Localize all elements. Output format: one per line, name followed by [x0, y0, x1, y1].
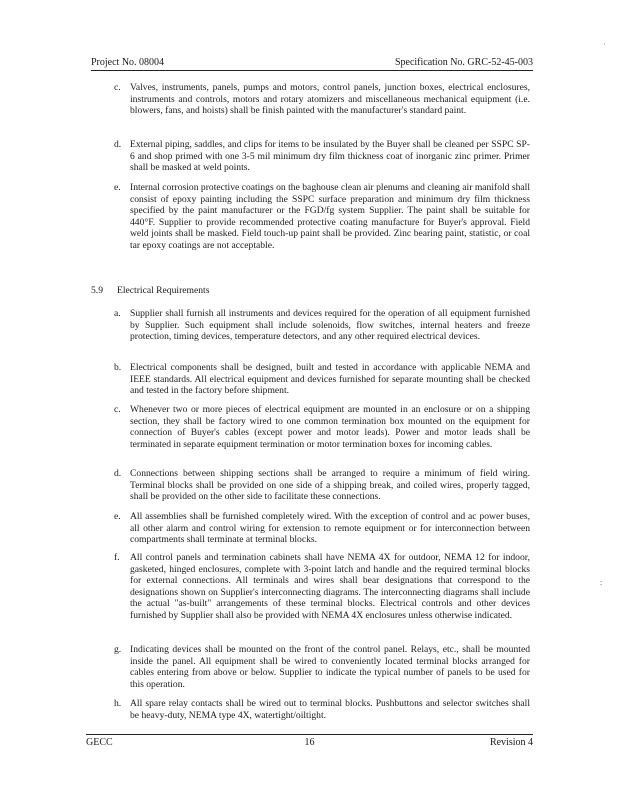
item-text: Indicating devices shall be mounted on the front of the control panel. Relays, etc., shall be mounted inside the panel. All equipment shall be wired to conveniently located terminal blocks arranged for cables entering from above or below. Supplier to indicate the typical number of panels to be used for this operation. [130, 644, 530, 690]
item-label: g. [114, 644, 122, 655]
section-number: 5.9 [91, 285, 103, 296]
list-item [114, 308, 530, 343]
list-item [114, 139, 530, 174]
item-text: Connections between shipping sections shall be arranged to require a minimum of field wiring. Terminal blocks shall be provided on one side of a shipping break, and coiled wires, properly tagged, shall be provided on the other side to facilitate these connections. [130, 468, 530, 503]
list-item [114, 644, 530, 690]
item-label: d. [114, 139, 122, 150]
item-text: All spare relay contacts shall be wired out to terminal blocks. Pushbuttons and selector switches shall be heavy-duty, NEMA type 4X, watertight/oiltight. [130, 698, 530, 721]
list-item [114, 362, 530, 397]
item-text: External piping, saddles, and clips for items to be insulated by the Buyer shall be cleaned per SSPC SP-6 and shop primed with one 3-5 mil minimum dry film thickness coat of inorganic zinc primer. Primer shall be masked at weld points. [130, 139, 530, 174]
item-text: Electrical components shall be designed, built and tested in accordance with applicable NEMA and IEEE standards. All electrical equipment and devices furnished for separate mounting shall be checked and tested in the factory before shipment. [130, 362, 530, 397]
list-item [114, 698, 530, 721]
item-label: f. [114, 552, 120, 563]
list-item [114, 468, 530, 503]
specification-number: Specification No. GRC-52-45-003 [394, 57, 533, 68]
list-item [114, 82, 530, 117]
item-text: All assemblies shall be furnished completely wired. With the exception of control and ac power buses, all other alarm and control wiring for extension to remote equipment or for interconnection between compartments shall terminate at terminal blocks. [130, 511, 530, 546]
item-text: Whenever two or more pieces of electrical equipment are mounted in an enclosure or on a shipping section, they shall be factory wired to one common termination box mounted on the equipment for connection of Buyer's cables (except power and motor leads). Power and motor leads shall be terminated in separate equipment termination or motor termination boxes for incoming cables. [130, 404, 530, 450]
header-rule [91, 70, 533, 71]
item-text: Valves, instruments, panels, pumps and motors, control panels, junction boxes, electrical enclosures, instruments and controls, motors and rotary atomizers and miscellaneous mechanical equipment (i.e. blowers, fans, and hoists) shall be finish painted with the manufacturer's standard paint. [130, 82, 530, 117]
item-label: d. [114, 468, 122, 479]
scan-speck: · [603, 40, 606, 49]
revision-label: Revision 4 [489, 737, 533, 748]
item-label: a. [114, 308, 121, 319]
section-title: Electrical Requirements [117, 285, 210, 296]
scan-speck: : [600, 578, 603, 587]
item-label: c. [114, 82, 121, 93]
list-item [114, 511, 530, 546]
page-footer [86, 737, 533, 751]
item-label: b. [114, 362, 122, 373]
item-label: e. [114, 511, 121, 522]
page-number: 16 [304, 737, 315, 748]
item-text: Supplier shall furnish all instruments and devices required for the operation of all equipment furnished by Supplier. Such equipment shall include solenoids, flow switches, internal heaters and freeze protection, timing devices, temperature detectors, and any other required electrical devices. [130, 308, 530, 343]
footer-rule [86, 734, 533, 735]
item-label: c. [114, 404, 121, 415]
item-text: All control panels and termination cabinets shall have NEMA 4X for outdoor, NEMA 12 for indoor, gasketed, hinged enclosures, complete with 3-point latch and handle and the required terminal blocks for external connections. All terminals and wires shall bear designations that correspond to the designations shown on Supplier's interconnecting diagrams. The interconnecting diagrams shall include the actual "as-built" arrangements of these terminal blocks. Electrical controls and other devices furnished by Supplier shall also be provided with NEMA 4X enclosures unless otherwise indicated. [130, 552, 530, 621]
footer-company: GECC [86, 737, 113, 748]
list-item [114, 552, 530, 622]
list-item [114, 182, 530, 252]
page-header [91, 56, 533, 70]
item-label: e. [114, 182, 121, 193]
item-label: h. [114, 698, 122, 709]
list-item [114, 404, 530, 450]
item-text: Internal corrosion protective coatings on the baghouse clean air plenums and cleaning air manifold shall consist of epoxy painting including the SSPC surface preparation and minimum dry film thickness specified by the paint manufacturer or the FGD/fg system Supplier. The paint shall be suitable for 440°F. Supplier to provide recommended protective coating manufacture for Buyer's approval. Field weld joints shall be masked. Field touch-up paint shall be provided. Zinc bearing paint, statistic, or coal tar epoxy coatings are not acceptable. [130, 182, 530, 251]
project-number: Project No. 08004 [91, 57, 165, 68]
